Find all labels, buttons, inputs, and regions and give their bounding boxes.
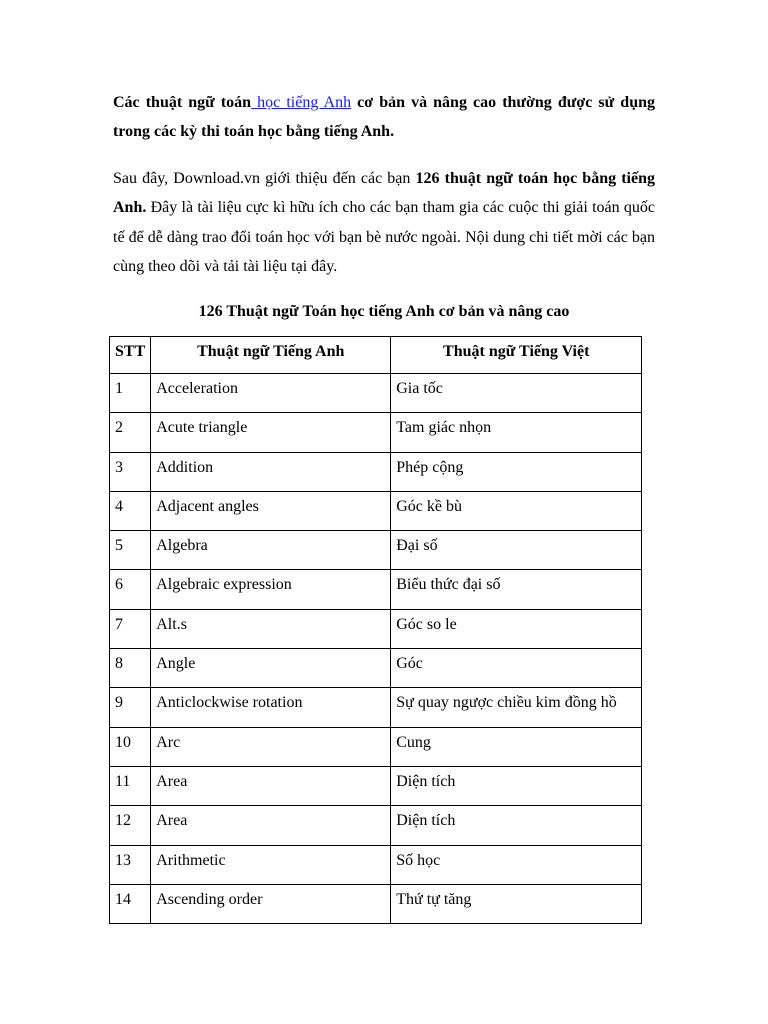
english-term: Algebra	[151, 531, 391, 570]
vietnamese-term: Tam giác nhọn	[391, 413, 642, 452]
row-number: 13	[110, 845, 151, 884]
english-term: Arithmetic	[151, 845, 391, 884]
english-term: Area	[151, 766, 391, 805]
description-paragraph	[113, 164, 655, 281]
row-number: 3	[110, 452, 151, 491]
row-number: 1	[110, 374, 151, 413]
english-term: Alt.s	[151, 609, 391, 648]
english-term: Anticlockwise rotation	[151, 688, 391, 727]
description-text-end: Đây là tài liệu cực kì hữu ích cho các bạn tham gia các cuộc thi giải toán quốc tế để dễ dàng trao đổi toán học với bạn bè nước ngoài. Nội dung chi tiết mời các bạn cùng theo dõi và tải tài liệu tại đây.	[113, 199, 655, 275]
table-row	[110, 609, 642, 648]
vietnamese-term: Số học	[391, 845, 642, 884]
vietnamese-term: Sự quay ngược chiều kim đồng hồ	[391, 688, 642, 727]
header-vietnamese-term: Thuật ngữ Tiếng Việt	[391, 337, 642, 374]
vietnamese-term: Diện tích	[391, 766, 642, 805]
table-row	[110, 806, 642, 845]
table-row	[110, 766, 642, 805]
table-row	[110, 570, 642, 609]
row-number: 7	[110, 609, 151, 648]
vietnamese-term: Diện tích	[391, 806, 642, 845]
table-row	[110, 884, 642, 923]
table-row	[110, 374, 642, 413]
header-english-term: Thuật ngữ Tiếng Anh	[151, 337, 391, 374]
english-term: Area	[151, 806, 391, 845]
vietnamese-term: Cung	[391, 727, 642, 766]
intro-text-end: cơ bản và nâng cao thường được sử dụng trong các kỳ thi toán học bằng tiếng Anh.	[113, 94, 655, 140]
row-number: 12	[110, 806, 151, 845]
english-term: Acceleration	[151, 374, 391, 413]
row-number: 8	[110, 649, 151, 688]
table-title: 126 Thuật ngữ Toán học tiếng Anh cơ bản và nâng cao	[198, 303, 570, 320]
intro-paragraph	[113, 88, 655, 146]
table-row	[110, 845, 642, 884]
vietnamese-term: Gia tốc	[391, 374, 642, 413]
row-number: 9	[110, 688, 151, 727]
vietnamese-term: Góc so le	[391, 609, 642, 648]
english-term: Algebraic expression	[151, 570, 391, 609]
table-row	[110, 727, 642, 766]
vietnamese-term: Thứ tự tăng	[391, 884, 642, 923]
description-bold-text: 126 thuật ngữ toán học bằng tiếng Anh.	[113, 170, 655, 217]
row-number: 5	[110, 531, 151, 570]
table-header-row	[110, 337, 642, 374]
english-term: Acute triangle	[151, 413, 391, 452]
table-row	[110, 531, 642, 570]
english-term: Angle	[151, 649, 391, 688]
math-terms-table	[109, 336, 642, 924]
row-number: 4	[110, 491, 151, 530]
vietnamese-term: Góc kề bù	[391, 491, 642, 530]
table-row	[110, 688, 642, 727]
row-number: 14	[110, 884, 151, 923]
vietnamese-term: Phép cộng	[391, 452, 642, 491]
row-number: 2	[110, 413, 151, 452]
header-stt: STT	[110, 337, 151, 374]
row-number: 11	[110, 766, 151, 805]
english-term: Addition	[151, 452, 391, 491]
english-term: Adjacent angles	[151, 491, 391, 530]
table-row	[110, 452, 642, 491]
description-text-start: Sau đây, Download.vn giới thiệu đến các bạn	[113, 170, 416, 187]
vietnamese-term: Biểu thức đại số	[391, 570, 642, 609]
vietnamese-term: Góc	[391, 649, 642, 688]
english-term: Ascending order	[151, 884, 391, 923]
table-row	[110, 649, 642, 688]
row-number: 6	[110, 570, 151, 609]
learn-english-link[interactable]: học tiếng Anh	[251, 94, 352, 111]
table-row	[110, 491, 642, 530]
vietnamese-term: Đại số	[391, 531, 642, 570]
table-row	[110, 413, 642, 452]
intro-text-start: Các thuật ngữ toán	[113, 94, 252, 111]
row-number: 10	[110, 727, 151, 766]
table-body	[110, 374, 642, 924]
english-term: Arc	[151, 727, 391, 766]
